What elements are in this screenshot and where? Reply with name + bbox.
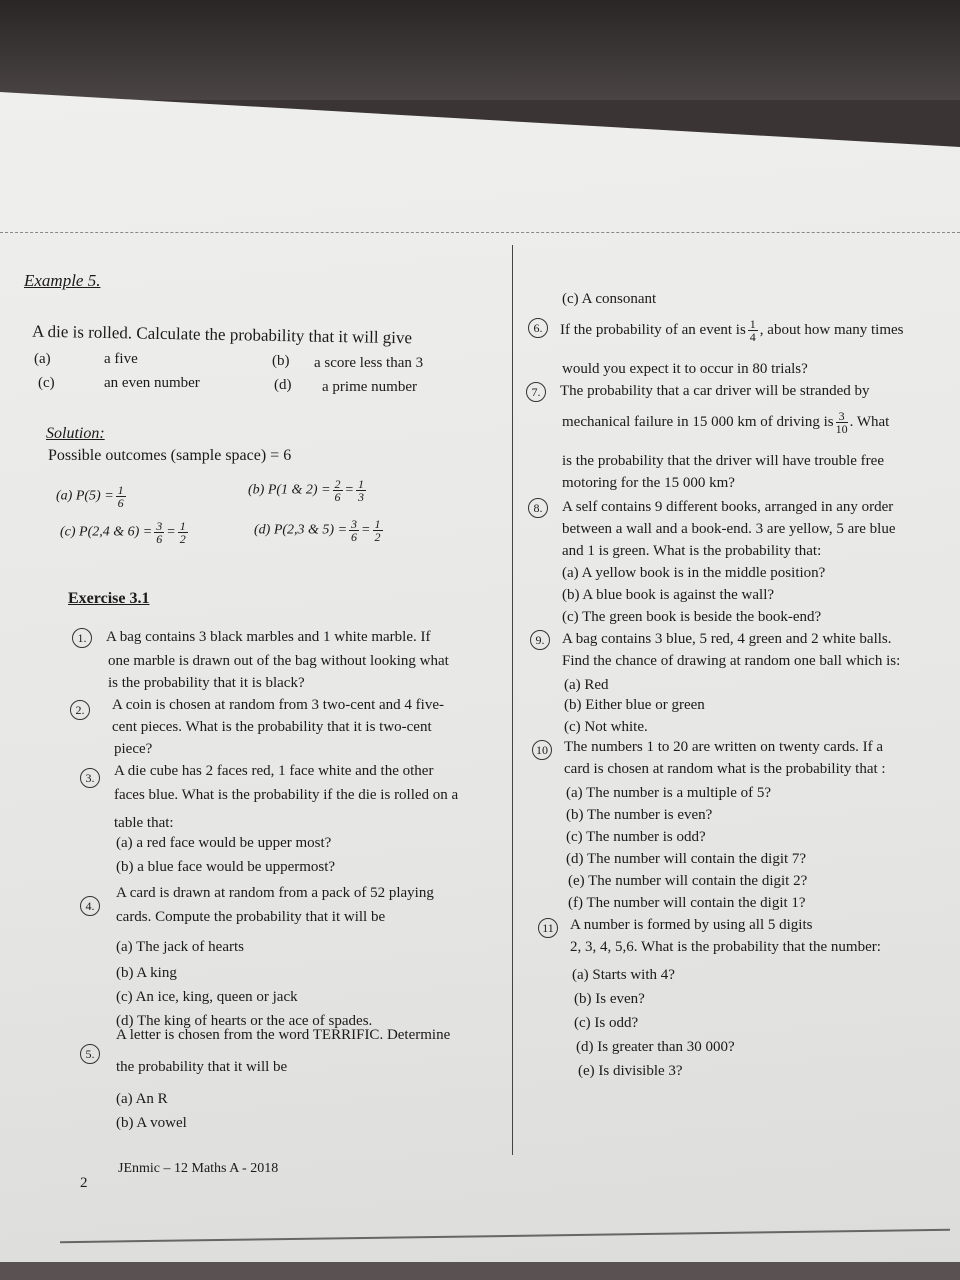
solution-d: (d) P(2,3 & 5) = $\frac{3}{6}$ = $\frac{1}{2}$	[254, 517, 381, 544]
q5c-line: (c) A consonant	[562, 291, 657, 307]
q7-line-3: is the probability that the driver will have trouble free	[562, 453, 884, 469]
q6-line-1: If the probability of an event is $\frac{1}{4}$ , about how many times	[560, 317, 904, 344]
q2-line-3: piece?	[114, 741, 153, 757]
q4-line-6: (d) The king of hearts or the ace of spades.	[116, 1013, 373, 1029]
q8-line-6: (c) The green book is beside the book-end?	[562, 609, 822, 625]
q10-line-6: (d) The number will contain the digit 7?	[566, 851, 807, 867]
footer-text: JEnmic – 12 Maths A - 2018	[118, 1161, 279, 1176]
question-number-4: 4.	[80, 896, 100, 916]
q2-line-1: A coin is chosen at random from 3 two-cent and 4 five-	[112, 697, 444, 713]
exercise-title: Exercise 3.1	[68, 590, 150, 607]
q4-line-3: (a) The jack of hearts	[116, 939, 244, 955]
part-text-d: a prime number	[322, 379, 417, 395]
fraction: $\frac{2}{6}$	[334, 477, 341, 504]
part-label-c: (c)	[38, 375, 55, 391]
q8-line-2: between a wall and a book-end. 3 are yellow, 5 are blue	[562, 521, 896, 537]
q10-line-5: (c) The number is odd?	[566, 829, 706, 845]
q9-line-1: A bag contains 3 blue, 5 red, 4 green and 2 white balls.	[562, 631, 892, 647]
q5-line-3: (a) An R	[116, 1091, 168, 1107]
cut-line	[0, 232, 960, 233]
fraction: $\frac{3}{10}$	[835, 409, 848, 436]
question-number-11: 11	[538, 918, 558, 938]
q3-line-4: (a) a red face would be upper most?	[116, 835, 332, 851]
q10-line-7: (e) The number will contain the digit 2?	[568, 873, 808, 889]
fraction: $\frac{1}{3}$	[358, 477, 364, 504]
q4-line-5: (c) An ice, king, queen or jack	[116, 989, 298, 1005]
q10-line-2: card is chosen at random what is the probability that :	[564, 761, 886, 777]
q11-line-7: (e) Is divisible 3?	[578, 1063, 683, 1079]
q11-line-3: (a) Starts with 4?	[572, 967, 675, 983]
q5-line-2: the probability that it will be	[116, 1059, 288, 1075]
question-number-7: 7.	[526, 382, 546, 402]
example-intro: A die is rolled. Calculate the probability that it will give	[31, 321, 413, 348]
q1-line-3: is the probability that it is black?	[108, 675, 305, 691]
q7-line-1: The probability that a car driver will be stranded by	[560, 383, 870, 399]
q4-line-2: cards. Compute the probability that it will be	[116, 909, 386, 925]
q10-line-8: (f) The number will contain the digit 1?	[568, 895, 806, 911]
background-bottom	[0, 1262, 960, 1280]
example-title: Example 5.	[24, 271, 101, 290]
fraction: $\frac{1}{2}$	[374, 517, 381, 544]
solution-b: (b) P(1 & 2) = $\frac{2}{6}$ = $\frac{1}{3}$	[248, 477, 364, 504]
q9-line-2: Find the chance of drawing at random one ball which is:	[562, 653, 901, 669]
q3-line-3: table that:	[114, 815, 174, 831]
part-label-d: (d)	[274, 377, 292, 393]
part-text-a: a five	[104, 351, 138, 367]
q11-line-5: (c) Is odd?	[574, 1015, 639, 1031]
q7-line-2: mechanical failure in 15 000 km of driving is $\frac{3}{10}$ . What	[562, 409, 890, 436]
q8-line-5: (b) A blue book is against the wall?	[562, 587, 775, 603]
question-number-9: 9.	[530, 630, 550, 650]
fraction: $\frac{3}{6}$	[156, 519, 163, 546]
part-label-a: (a)	[34, 351, 51, 367]
fraction: $\frac{1}{6}$	[117, 483, 124, 510]
sample-space: Possible outcomes (sample space) = 6	[48, 447, 292, 464]
q11-line-2: 2, 3, 4, 5,6. What is the probability that the number:	[570, 939, 881, 955]
question-number-3: 3.	[80, 768, 100, 788]
part-label-b: (b)	[272, 353, 290, 369]
question-number-2: 2.	[70, 700, 90, 720]
q10-line-3: (a) The number is a multiple of 5?	[566, 785, 772, 801]
q11-line-4: (b) Is even?	[574, 991, 645, 1007]
q10-line-1: The numbers 1 to 20 are written on twenty cards. If a	[564, 739, 884, 755]
q3-line-5: (b) a blue face would be uppermost?	[116, 859, 336, 875]
background-top	[0, 0, 960, 100]
column-divider	[512, 245, 513, 1155]
q4-line-4: (b) A king	[116, 965, 177, 981]
q7-line-4: motoring for the 15 000 km?	[562, 475, 735, 491]
solution-c: (c) P(2,4 & 6) = $\frac{3}{6}$ = $\frac{1}{2}$	[60, 519, 186, 546]
question-number-8: 8.	[528, 498, 548, 518]
question-number-6: 6.	[528, 318, 548, 338]
question-number-5: 5.	[80, 1044, 100, 1064]
q6-line-2: would you expect it to occur in 80 trials?	[562, 361, 808, 377]
q5-line-4: (b) A vowel	[116, 1115, 187, 1131]
question-number-10: 10	[532, 740, 552, 760]
part-text-c: an even number	[104, 375, 200, 391]
q5-line-1: A letter is chosen from the word TERRIFIC. Determine	[116, 1027, 451, 1043]
q1-line-1: A bag contains 3 black marbles and 1 white marble. If	[106, 629, 431, 645]
q8-line-3: and 1 is green. What is the probability that:	[562, 543, 822, 559]
q8-line-4: (a) A yellow book is in the middle position?	[562, 565, 826, 581]
q3-line-1: A die cube has 2 faces red, 1 face white and the other	[114, 763, 434, 779]
solution-a: (a) P(5) = $\frac{1}{6}$	[56, 483, 124, 510]
q4-line-1: A card is drawn at random from a pack of 52 playing	[116, 885, 434, 901]
solution-label: Solution:	[46, 425, 105, 442]
q1-line-2: one marble is drawn out of the bag without looking what	[108, 653, 449, 669]
q9-line-5: (c) Not white.	[564, 719, 648, 735]
q10-line-4: (b) The number is even?	[566, 807, 713, 823]
q9-line-4: (b) Either blue or green	[564, 697, 705, 713]
q9-line-3: (a) Red	[564, 677, 609, 693]
footer-page-number: 2	[80, 1175, 88, 1191]
fraction: $\frac{3}{6}$	[351, 517, 358, 544]
fraction: $\frac{1}{4}$	[749, 317, 756, 344]
question-number-1: 1.	[72, 628, 92, 648]
fraction: $\frac{1}{2}$	[179, 519, 186, 546]
q2-line-2: cent pieces. What is the probability that it is two-cent	[112, 719, 432, 735]
q11-line-1: A number is formed by using all 5 digits	[570, 917, 813, 933]
q8-line-1: A self contains 9 different books, arranged in any order	[562, 499, 894, 515]
q11-line-6: (d) Is greater than 30 000?	[576, 1039, 735, 1055]
part-text-b: a score less than 3	[314, 355, 424, 371]
q3-line-2: faces blue. What is the probability if the die is rolled on a	[114, 787, 459, 803]
